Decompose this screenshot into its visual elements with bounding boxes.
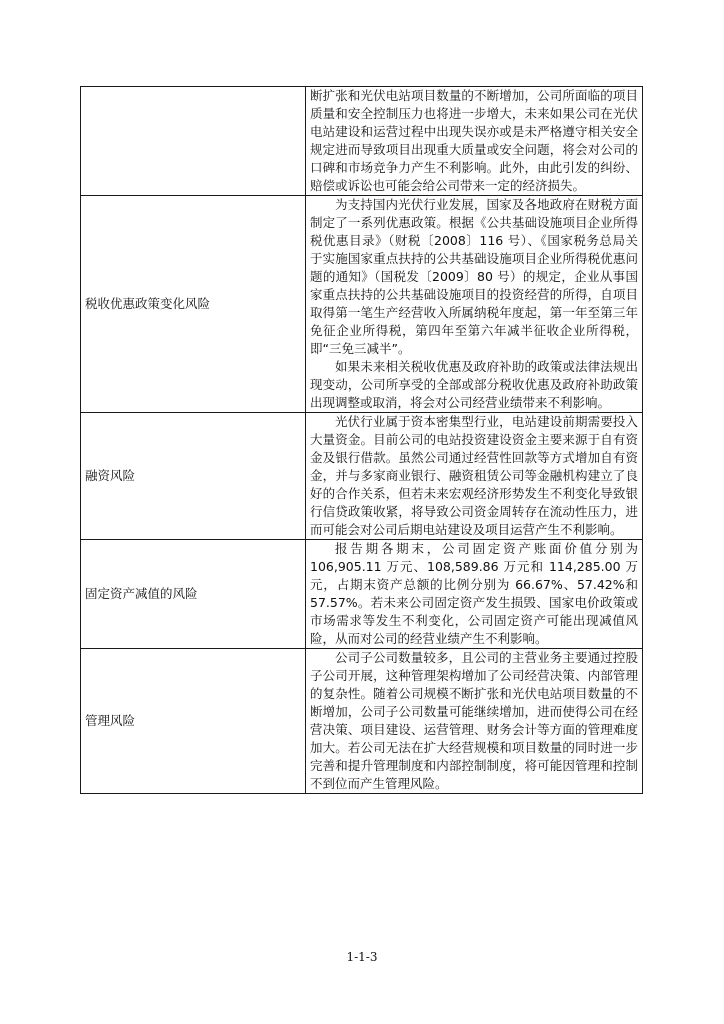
risk-description-cell [306,196,643,413]
risk-paragraph: 报告期各期末，公司固定资产账面价值分别为106,905.11 万元、108,589.86 万元和 114,285.00 万元，占期末资产总额的比例分别为 66.67%、57.42%和 57.57%。若未来公司固定资产发生损毁、国家电价政策或市场需求等发生不利变化，公司固定资产可能出现减值风险，从而对公司的经营业绩产生不利影响。 [310,541,638,646]
risk-table [80,86,643,794]
table-row [81,649,643,794]
page-number: 1-1-3 [346,950,378,964]
risk-paragraph: 光伏行业属于资本密集型行业，电站建设前期需要投入大量资金。目前公司的电站投资建设资金主要来源于自有资金及银行借款。虽然公司通过经营性回款等方式增加自有资金，并与多家商业银行、融资租赁公司等金融机构建立了良好的合作关系，但若未来宏观经济形势发生不利变化导致银行信贷政策收紧，将导致公司资金周转存在流动性压力，进而可能会对公司后期电站建设及项目运营产生不利影响。 [310,414,638,537]
risk-name-cell [81,649,306,794]
risk-paragraph: 为支持国内光伏行业发展，国家及各地政府在财税方面制定了一系列优惠政策。根据《公共基础设施项目企业所得税优惠目录》（财税〔2008〕116 号）、《国家税务总局关于实施国家重点扶持的公共基础设施项目企业所得税优惠问题的通知》（国税发〔2009〕80 号）的规定，企业从事国家重点扶持的公共基础设施项目的投资经营的所得，自项目取得第一笔生产经营收入所属纳税年度起，第一年至第三年免征企业所得税，第四年至第六年减半征收企业所得税，即“三免三减半”。 [310,197,638,356]
risk-name-cell [81,413,306,540]
risk-paragraph: 如果未来相关税收优惠及政府补助的政策或法律法规出现变动，公司所享受的全部或部分税收优惠及政府补助政策出现调整或取消，将会对公司经营业绩带来不利影响。 [310,359,638,410]
risk-name-cell [81,87,306,196]
risk-paragraph: 断扩张和光伏电站项目数量的不断增加，公司所面临的项目质量和安全控制压力也将进一步增大，未来如果公司在光伏电站建设和运营过程中出现失误亦或是未严格遵守相关安全规定进而导致项目出现重大质量或安全问题，将会对公司的口碑和市场竞争力产生不利影响。此外，由此引发的纠纷、赔偿或诉讼也可能会给公司带来一定的经济损失。 [310,88,638,193]
risk-paragraph: 公司子公司数量较多，且公司的主营业务主要通过控股子公司开展，这种管理架构增加了公司经营决策、内部管理的复杂性。随着公司规模不断扩张和光伏电站项目数量的不断增加，公司子公司数量可能继续增加，进而使得公司在经营决策、项目建设、运营管理、财务会计等方面的管理难度加大。若公司无法在扩大经营规模和项目数量的同时进一步完善和提升管理制度和内部控制制度，将可能因管理和控制不到位而产生管理风险。 [310,650,638,791]
table-row [81,413,643,540]
table-row [81,196,643,413]
table-row [81,87,643,196]
risk-name-cell [81,540,306,649]
risk-description-cell [306,413,643,540]
risk-name: 管理风险 [85,713,136,728]
risk-name: 固定资产减值的风险 [85,586,198,601]
risk-description-cell [306,540,643,649]
risk-description-cell [306,649,643,794]
table-row [81,540,643,649]
risk-name-cell [81,196,306,413]
risk-description-cell [306,87,643,196]
risk-name: 融资风险 [85,468,136,483]
risk-name: 税收优惠政策变化风险 [85,296,211,311]
